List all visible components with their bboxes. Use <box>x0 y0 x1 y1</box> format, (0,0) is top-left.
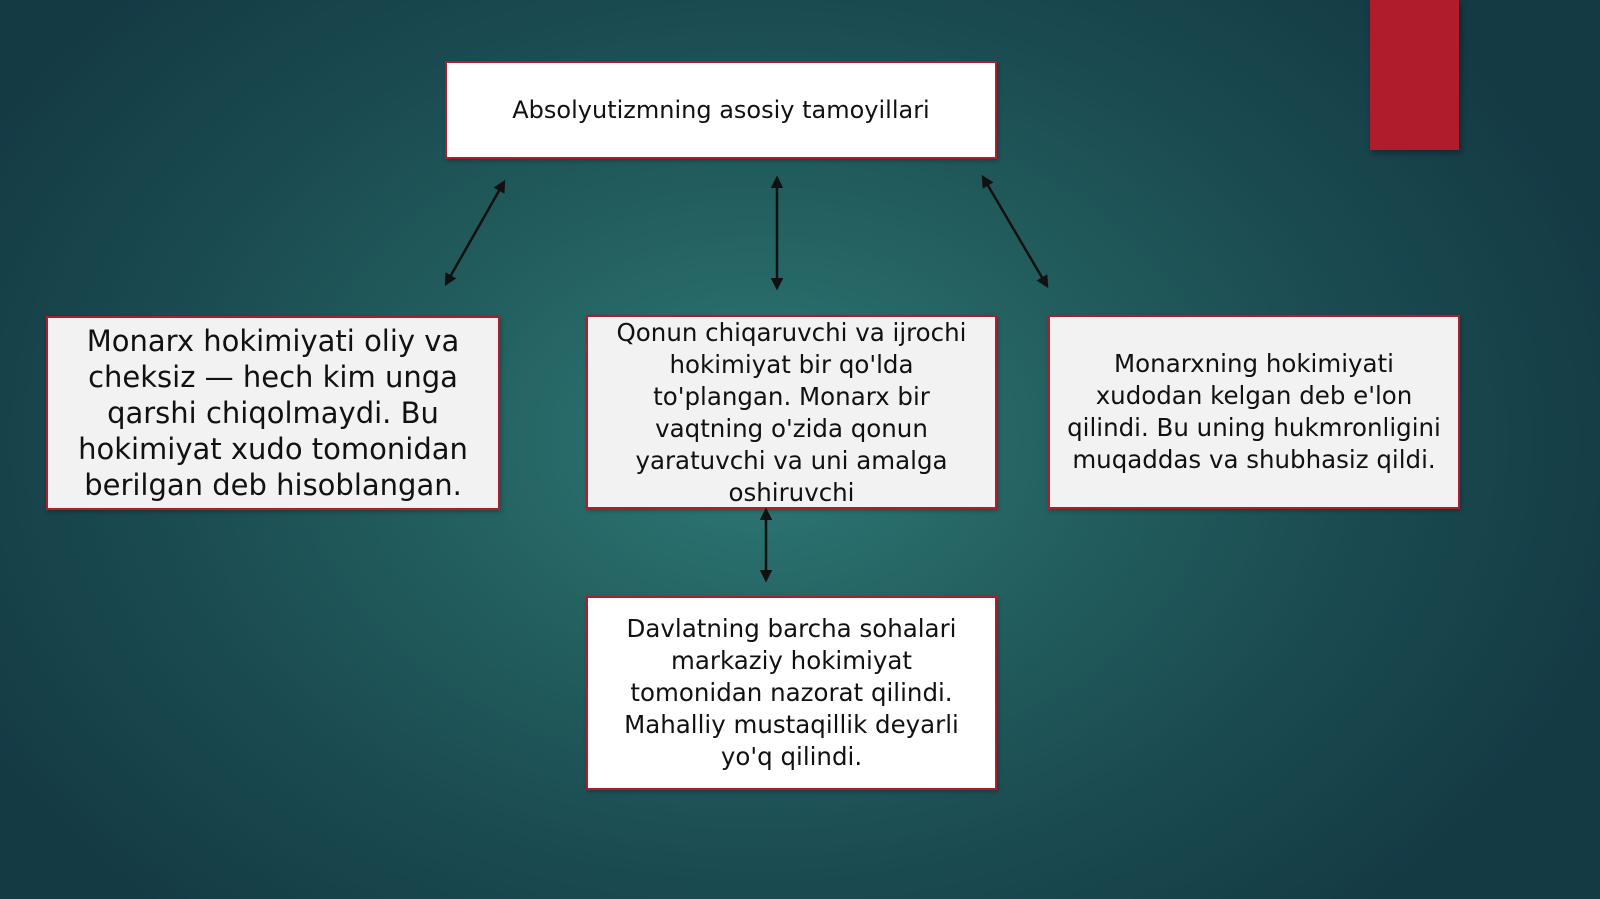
decorative-accent-bar <box>1370 0 1459 150</box>
principle-box-right <box>1048 315 1460 509</box>
arrow-title-left <box>446 182 504 284</box>
principle-box-center <box>586 315 997 509</box>
principle-text-right: Monarxning hokimiyati xudodan kelgan deb e'lon qilindi. Bu uning hukmronligini muqaddas va shubhasiz qildi. <box>1067 349 1441 474</box>
principle-box-left <box>46 316 500 510</box>
principle-text-bottom: Davlatning barcha sohalari markaziy hokimiyat tomonidan nazorat qilindi. Mahalliy mustaqillik deyarli yo'q qilindi. <box>624 614 959 771</box>
principle-box-bottom <box>586 596 997 790</box>
arrow-title-right <box>983 177 1047 286</box>
diagram-title: Absolyutizmning asosiy tamoyillari <box>512 96 930 124</box>
principle-text-center: Qonun chiqaruvchi va ijrochi hokimiyat bir qo'lda to'plangan. Monarx bir vaqtning o'zida qonun yaratuvchi va uni amalga oshiruvchi <box>616 318 967 507</box>
principle-text-left: Monarx hokimiyati oliy va cheksiz — hech kim unga qarshi chiqolmaydi. Bu hokimiyat xudo tomonidan berilgan deb hisoblangan. <box>78 324 468 502</box>
diagram-title-box <box>445 61 997 159</box>
